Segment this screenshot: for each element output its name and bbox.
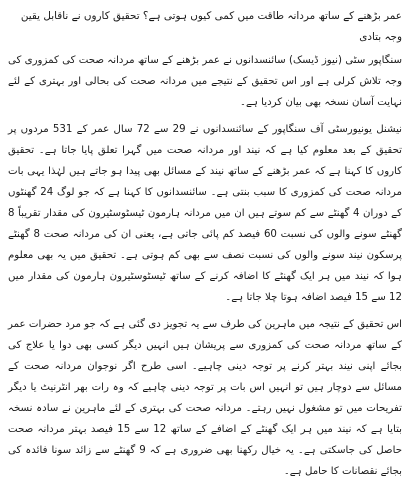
article-headline: عمر بڑھنے کے ساتھ مردانہ طاقت میں کمی کیوں ہوتی ہے؟ تحقیق کاروں نے ناقابل یقین وجہ بتادی: [20, 10, 402, 43]
article-paragraph-recommendation: اس تحقیق کے نتیجہ میں ماہرین کی طرف سے یہ تجویز دی گئی ہے کہ جو مرد حضرات عمر کے ساتھ مردانہ صحت کی کمزوری سے پریشان ہیں انہیں دیگر کسی بھی دوا یا علاج کی بجائے اپنی نیند بہتر کرنے پر توجہ دینی چاہیے۔ اسی طرح اگر نوجوان مردانہ صحت کے مسائل سے دوچار ہیں تو انہیں اس بات پر توجہ دینی چاہیے کہ وہ رات بھر انٹرنیٹ یا دیگر تفریحات میں تو مشغول نہیں رہتے۔ مردانہ صحت کی بہتری کے لئے ماہرین نے سادہ نسخہ بتایا ہے کہ نیند میں ہر ایک گھنٹے کے اضافے کے ساتھ 12 سے 15 فیصد بہتر مردانہ صحت حاصل کی جاسکتی ہے۔ یہ خیال رکھنا بھی ضروری ہے کہ 9 گھنٹے سے زائد سونا فائدہ کی بجائے نقصانات کا حامل ہے۔: [8, 319, 403, 477]
article-paragraph-intro: سنگاپور سٹی (نیوز ڈیسک) سائنسدانوں نے عمر بڑھنے کے ساتھ مردانہ صحت کی کمزوری کی وجہ تلاش کرلی ہے اور اس تحقیق کے نتیجے میں مردانہ صحت کی بحالی اور بہتری کے لئے نہایت آسان نسخہ بھی بیان کردیا ہے۔: [8, 55, 402, 108]
article-paragraph-research: نیشنل یونیورسٹی آف سنگاپور کے سائنسدانوں نے 29 سے 72 سال عمر کے 531 مردوں پر تحقیق کے بعد معلوم کیا ہے کہ نیند اور مردانہ صحت میں گہرا تعلق پایا جاتا ہے۔ تحقیق کاروں کا کہنا ہے کہ عمر بڑھنے کے ساتھ نیند کے مسائل بھی پیدا ہو جاتے ہیں لہٰذا یہی بات مردانہ صحت کی کمزوری کا سبب بنتی ہے۔ سائنسدانوں کا کہنا ہے کہ جو لوگ 24 گھنٹوں کے دوران 4 گھنٹے سے کم سوتے ہیں ان میں مردانہ ہارمون ٹیسٹوسٹیرون کی مقدار تقریباً 8 گھنٹے سونے والوں کی نسبت 60 فیصد کم پائی جاتی ہے، یعنی ان کی مردانہ صحت 8 گھنٹے پرسکون نیند سونے والوں کی نسبت نصف سے بھی کم ہوتی ہے۔ تحقیق میں یہ بھی معلوم ہوا کہ نیند میں ہر ایک گھنٹے کا اضافہ کرنے کے ساتھ ٹیسٹوسٹیرون ہارمون کی مقدار میں 12 سے 15 فیصد اضافہ ہوتا چلا جاتا ہے۔: [8, 124, 403, 303]
